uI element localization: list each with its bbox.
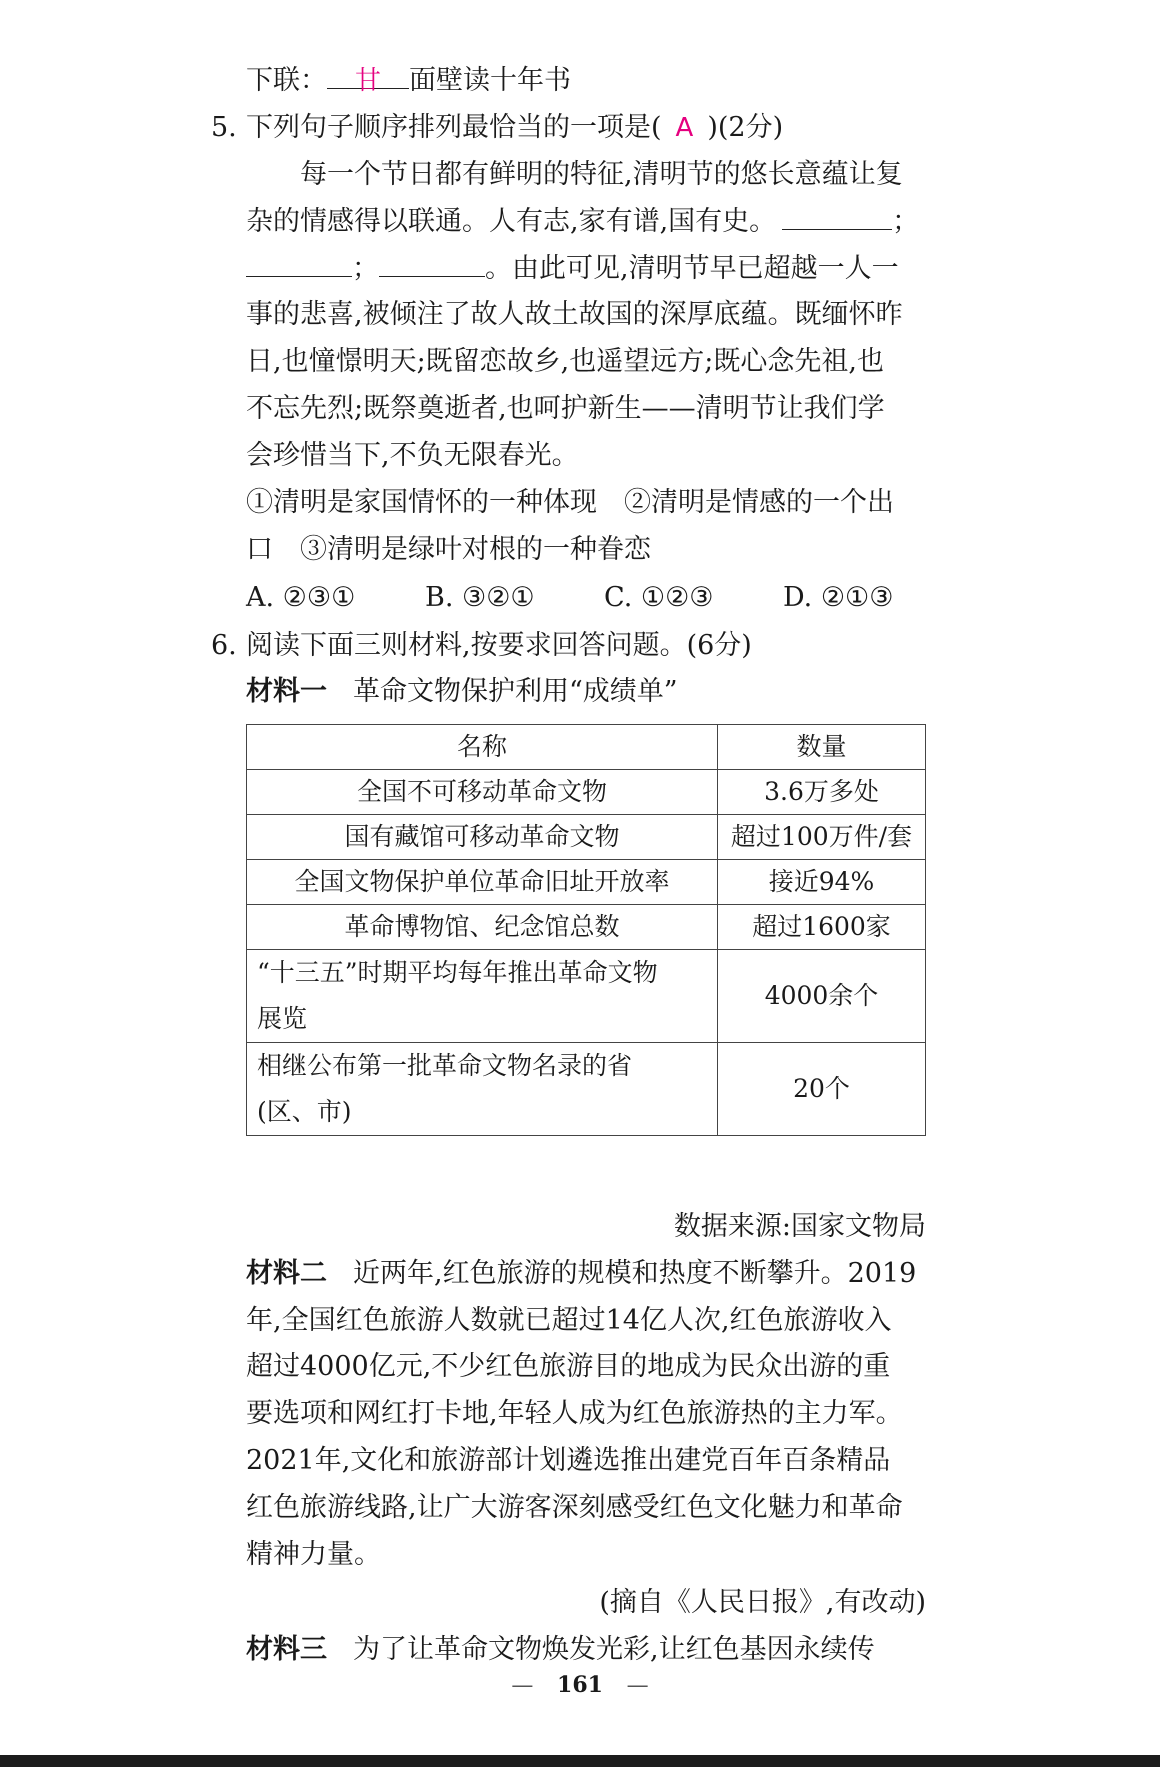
- material-3-line: [246, 1633, 875, 1667]
- table-cell: [247, 1043, 718, 1136]
- q6-number: 6.: [211, 630, 237, 661]
- q5-passage-line: [246, 205, 926, 239]
- page-number: [0, 1672, 1160, 1698]
- material-2-line: 要选项和网红打卡地,年轻人成为红色旅游热的主力军。: [246, 1398, 903, 1429]
- couplet-answer: 甘: [354, 66, 381, 96]
- q5-option-a: A. ②③①: [246, 582, 356, 613]
- q5-blank-3: [379, 252, 485, 277]
- material-2-line: [246, 1257, 916, 1291]
- q5-passage-text: 杂的情感得以联通。人有志,家有谱,国有史。: [246, 206, 777, 237]
- table-cell: 4000余个: [718, 950, 926, 1043]
- material-2-line: 精神力量。: [246, 1539, 381, 1570]
- table-source: 数据来源:国家文物局: [673, 1211, 926, 1242]
- couplet-line: [246, 64, 571, 98]
- table-cell-line: (区、市): [257, 1097, 352, 1126]
- q5-passage-line: 日,也憧憬明天;既留恋故乡,也遥望远方;既心念先祖,也: [246, 346, 884, 377]
- q5-blank-1: [782, 205, 892, 230]
- couplet-prefix: 下联：: [246, 65, 327, 96]
- q5-passage-line: 会珍惜当下,不负无限春光。: [246, 440, 579, 471]
- q5-stem-a: 下列句子顺序排列最恰当的一项是(: [246, 112, 662, 143]
- material-2-line: 年,全国红色旅游人数就已超过14亿人次,红色旅游收入: [246, 1305, 892, 1336]
- material-2-source: (摘自《人民日报》,有改动): [599, 1587, 926, 1618]
- table-cell-line: 相继公布第一批革命文物名录的省: [257, 1051, 633, 1080]
- table-header: 数量: [718, 725, 926, 770]
- material-1-title: 革命文物保护利用“成绩单”: [353, 676, 678, 707]
- table-header-row: [247, 725, 926, 770]
- q5-stem: [246, 111, 783, 145]
- material-3-text: 为了让革命文物焕发光彩,让红色基因永续传: [353, 1634, 875, 1665]
- q5-passage-text: 。由此可见,清明节早已超越一人一: [485, 253, 899, 284]
- material-1-label: 材料一: [246, 676, 327, 707]
- material-2-label: 材料二: [246, 1258, 327, 1289]
- q5-stem-b: )(2分): [707, 112, 784, 143]
- table-cell-line: 展览: [257, 1004, 308, 1033]
- table-cell: 革命博物馆、纪念馆总数: [247, 905, 718, 950]
- table-row: [247, 905, 926, 950]
- q5-option-b: B. ③②①: [425, 582, 535, 613]
- material-2-line: 红色旅游线路,让广大游客深刻感受红色文化魅力和革命: [246, 1492, 903, 1523]
- table-cell: 全国不可移动革命文物: [247, 770, 718, 815]
- table-cell: 国有藏馆可移动革命文物: [247, 815, 718, 860]
- q5-punct: ；: [352, 253, 379, 284]
- q5-blank-2: [246, 252, 352, 277]
- couplet-blank: [327, 64, 409, 96]
- q5-passage-line: 不忘先烈;既祭奠逝者,也呵护新生——清明节让我们学: [246, 393, 885, 424]
- q5-answer: A: [675, 113, 694, 143]
- q5-passage-line: [246, 252, 899, 286]
- page-number-value: 161: [557, 1672, 603, 1698]
- material-3-label: 材料三: [246, 1634, 327, 1665]
- couplet-suffix: 面壁读十年书: [409, 65, 571, 96]
- q5-punct: ；: [892, 206, 920, 237]
- table-cell: 20个: [718, 1043, 926, 1136]
- q5-sentences-line: ①清明是家国情怀的一种体现 ②清明是情感的一个出: [246, 487, 894, 518]
- q5-option-d: D. ②①③: [783, 582, 894, 613]
- q5-number: 5.: [211, 112, 237, 143]
- page-dash: —: [511, 1673, 534, 1698]
- q5-passage-line: 每一个节日都有鲜明的特征,清明节的悠长意蕴让复: [300, 159, 903, 190]
- table-cell: 3.6万多处: [718, 770, 926, 815]
- table-cell: 超过100万件/套: [718, 815, 926, 860]
- q5-passage-line: 事的悲喜,被倾注了故人故土故国的深厚底蕴。既缅怀昨: [246, 299, 903, 330]
- table-row: [247, 770, 926, 815]
- table-row: [247, 950, 926, 1043]
- q5-option-c: C. ①②③: [604, 582, 714, 613]
- material-1-heading: [246, 675, 678, 709]
- material-2-line: 超过4000亿元,不少红色旅游目的地成为民众出游的重: [246, 1351, 891, 1382]
- page-dash: —: [626, 1673, 649, 1698]
- table-cell-line: “十三五”时期平均每年推出革命文物: [257, 958, 658, 987]
- data-table: [246, 724, 926, 1136]
- table-cell: 接近94%: [718, 860, 926, 905]
- table-cell: 超过1600家: [718, 905, 926, 950]
- table-cell: 全国文物保护单位革命旧址开放率: [247, 860, 718, 905]
- table-header: 名称: [247, 725, 718, 770]
- table-row: [247, 1043, 926, 1136]
- bottom-edge-bar: [0, 1755, 1160, 1767]
- material-2-text: 近两年,红色旅游的规模和热度不断攀升。2019: [353, 1258, 917, 1289]
- q5-sentences-line: 口 ③清明是绿叶对根的一种眷恋: [246, 534, 651, 565]
- q6-stem: 阅读下面三则材料,按要求回答问题。(6分): [246, 630, 752, 661]
- table-row: [247, 815, 926, 860]
- material-2-line: 2021年,文化和旅游部计划遴选推出建党百年百条精品: [246, 1445, 891, 1476]
- table-cell: [247, 950, 718, 1043]
- table-row: [247, 860, 926, 905]
